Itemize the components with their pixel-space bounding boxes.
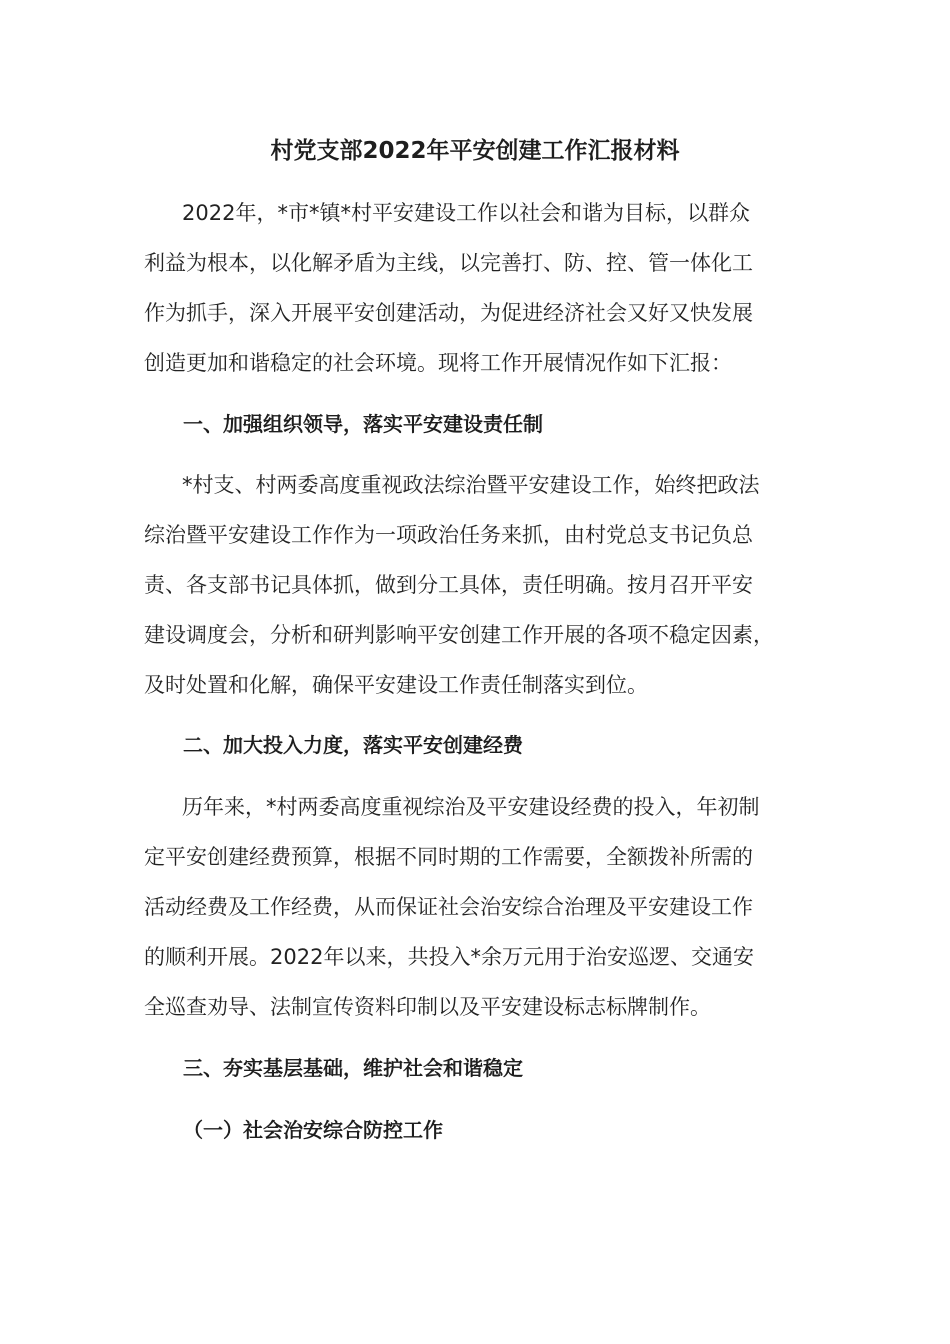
section-3-heading: 三、夯实基层基础，维护社会和谐稳定 [183, 1056, 523, 1080]
section-2-line-4: 的顺利开展。2022年以来，共投入*余万元用于治安巡逻、交通安 [144, 945, 754, 969]
section-1-line-3: 责、各支部书记具体抓，做到分工具体，责任明确。按月召开平安 [144, 573, 753, 597]
section-1-line-5: 及时处置和化解，确保平安建设工作责任制落实到位。 [144, 673, 648, 697]
section-1-heading: 一、加强组织领导，落实平安建设责任制 [183, 412, 543, 436]
document-title: 村党支部2022年平安创建工作汇报材料 [270, 138, 680, 164]
section-1-line-1: *村支、村两委高度重视政法综治暨平安建设工作，始终把政法 [182, 473, 760, 497]
intro-line-2: 利益为根本，以化解矛盾为主线，以完善打、防、控、管一体化工 [144, 251, 753, 275]
intro-line-3: 作为抓手，深入开展平安创建活动，为促进经济社会又好又快发展 [144, 301, 753, 325]
section-1-line-2: 综治暨平安建设工作作为一项政治任务来抓，由村党总支书记负总 [144, 523, 753, 547]
section-2-line-1: 历年来，*村两委高度重视综治及平安建设经费的投入，年初制 [182, 795, 760, 819]
section-1-line-4: 建设调度会，分析和研判影响平安创建工作开展的各项不稳定因素， [144, 623, 774, 647]
section-2-line-5: 全巡查劝导、法制宣传资料印制以及平安建设标志标牌制作。 [144, 995, 711, 1019]
intro-line-4: 创造更加和谐稳定的社会环境。现将工作开展情况作如下汇报： [144, 351, 732, 375]
section-2-paragraph [144, 782, 812, 1032]
section-2-heading: 二、加大投入力度，落实平安创建经费 [183, 733, 523, 757]
section-2-line-2: 定平安创建经费预算，根据不同时期的工作需要，全额拨补所需的 [144, 845, 753, 869]
section-3-subheading: （一）社会治安综合防控工作 [183, 1118, 443, 1142]
section-2-line-3: 活动经费及工作经费，从而保证社会治安综合治理及平安建设工作 [144, 895, 753, 919]
intro-line-1: 2022年，*市*镇*村平安建设工作以社会和谐为目标，以群众 [182, 201, 750, 225]
section-1-paragraph [144, 460, 812, 710]
intro-paragraph [144, 188, 812, 388]
